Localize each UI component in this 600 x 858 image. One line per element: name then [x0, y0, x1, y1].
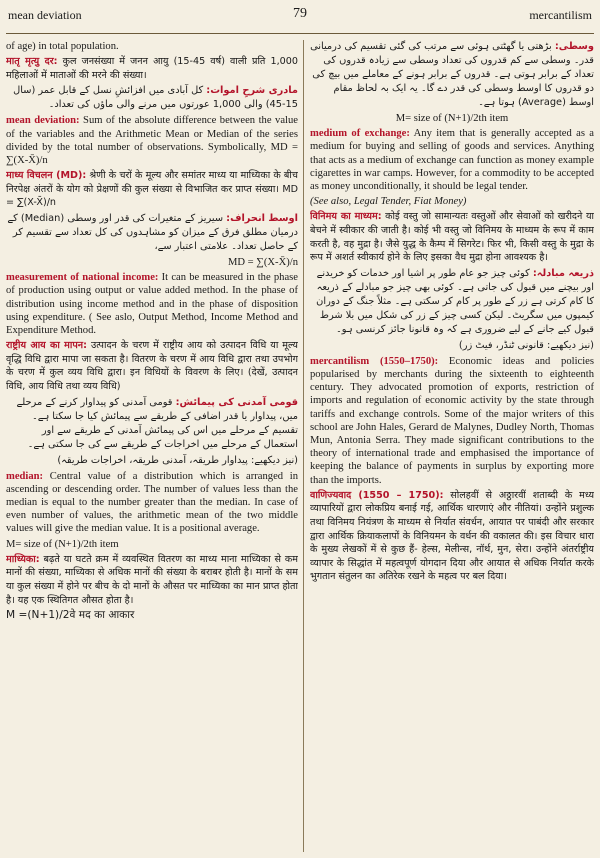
right-column — [310, 40, 594, 852]
entry-hindi-national-income — [6, 339, 298, 393]
entry-hindi-median — [6, 553, 298, 607]
running-head-right: mercantilism — [529, 8, 592, 22]
running-head-left: mean deviation — [8, 8, 82, 22]
entry-text: सोलहवीं से अठ्ठारवीं शताब्दी के मध्य व्यापारियों द्वारा लोकप्रिय बनाई गई, आर्थिक धारणाएं और नीतियां। उन्होंने प्रशुल्क तथा विनिमय नियंत्रण के माध्यम से निर्यात संवर्धन, आयात पर पाबंदी और सरकार द्वारा आर्थिक क्रियाकलापों के विनियमन के वर्धन की वकालत की। इस विचार धारा के मुख्य लेखकों में से कुछ हैं- हेल्स, मेलीन्स, नॉर्थ, मुन, सेरा। उन्होंने अंतर्राष्ट्रीय व्यापार के सिद्धांत में महत्वपूर्ण योगदान दिया और आयात से अधिक निर्यात करके भुगतान संतुलन का अतिरेक रखने के महत्व पर बल दिया। — [310, 489, 594, 583]
page-number: 79 — [293, 6, 307, 21]
entry-mercantilism — [310, 355, 594, 487]
entry-term: median: — [6, 470, 44, 482]
column-divider — [303, 40, 304, 852]
left-column — [6, 40, 298, 852]
entry-urdu-maternal-mortality — [6, 84, 298, 112]
entry-text: कुल जनसंख्या में जनन आयु (15-45 वर्ष) वाली प्रति 1,000 महिलाओं में माताओं की मरने की संख्या। — [6, 56, 298, 81]
entry-urdu-mean-deviation — [6, 212, 298, 254]
entry-term: राष्ट्रीय आय का मापन: — [6, 340, 87, 352]
entry-text: बढ़ते या घटते क्रम में व्यवस्थित वितरण का माध्य माना माध्यिका से कम मानों की संख्या, माध्यिका से अधिक मानों की संख्या के बराबर होती है। मानों के सम या कुल संख्या में होने पर बीच के दो मानों के औसत पर माध्यिका का मान प्राप्त होता है। यह एक स्थितिगत औसत होता है। — [6, 553, 298, 606]
entry-measurement-national-income — [6, 271, 298, 337]
entry-text: Economic ideas and policies popularised by merchants during the sixteenth to eighteenth century. They advocated promotion of exports, restriction of imports and regulation of economic activity by the state through tariffs and exchange controls. Some of the major writers of this school are John Hales, Gerard de Malynes, Dudley North, Thomas Mun, Antonia Serra. They made significant contributions to the theory of international trade and emphasised the importance of keeping the balance of payments in surplus by exporting more than the imports. — [310, 355, 594, 486]
entry-text: कोई वस्तु जो सामान्यतः वस्तुओं और सेवाओं को खरीदने या बेचने में स्वीकार की जाती है। कोई भी वस्तु जो विनिमय के माध्यम के रूप में काम करती है, वह मुद्रा है। जैसे युद्ध के कैम्प में सिगरेट। फिर भी, किसी वस्तु के मुद्रा के रूप में अशर्त स्वीकार्य होने के लिए इसका वैध मुद्रा होना आवश्यक है। — [310, 211, 594, 264]
entry-term: medium of exchange: — [310, 128, 410, 140]
entry-term: measurement of national income: — [6, 272, 159, 284]
entry-urdu-median — [310, 40, 594, 110]
formula: M =(N+1)/2वे मद का आकार — [6, 609, 135, 622]
entry-text: श्रेणी के चरों के मूल्य और समांतर माध्य या माध्यिका के बीच निरपेक्ष अंतरों के योग को प्रेक्षणों की कुल संख्या से विभाजित कर प्राप्त संख्या। — [6, 170, 298, 195]
entry-term: ذریعہ مبادلہ: — [532, 267, 594, 279]
see-also: (نیز دیکھیے: قانونی ٹنڈر، فیٹ زر) — [458, 339, 594, 351]
entry-term: mean deviation: — [6, 115, 80, 127]
entry-term: माध्य विचलन (MD): — [6, 170, 87, 182]
entry-text: Sum of the absolute difference between the value of the variables and the Arithmetic Mean or Median of the series divided by the total number of observations. Symbolically, — [6, 115, 298, 153]
entry-median — [6, 470, 298, 536]
entry-medium-of-exchange — [310, 127, 594, 193]
entry-term: विनिमय का माध्यम: — [310, 211, 382, 223]
entry-text: بڑھتی یا گھٹتی ہوئی سے مرتب کی گئی تقسیم کی درمیانی قدر۔ وسطی سے کم قدروں کی تعداد وسطی سے زیادہ قدروں کی تعداد کے برابر ہوتی ہے۔ قدروں کے برابر ہونے کے معاملے میں بیچ کی دو قدروں کا اوسط وسطی کی قدر دے گا۔ یہ ایک بہ لحاظ مقام اوسط (Average) ہوتا ہے۔ — [310, 41, 594, 108]
see-also: (See also, Legal Tender, Fiat Money) — [310, 196, 467, 208]
entry-text: کل آبادی میں افزائشِ نسل کے قابل عمر (سال 15-45) والی 1,000 عورتوں میں مرنے والی ماؤں کی تعداد۔ — [13, 85, 298, 111]
entry-term: مادری شرحِ اموات: — [206, 85, 298, 97]
entry-continuation: of age) in total population. — [6, 41, 119, 52]
formula: MD = ∑(X-X̄)/n — [227, 256, 298, 268]
entry-term: माध्यिका: — [6, 553, 40, 565]
entry-urdu-national-income — [6, 396, 298, 452]
entry-term: मातृ मृत्यु दर: — [6, 56, 58, 68]
entry-text: کوئی چیز جو عام طور پر اشیا اور خدمات کو خریدنے اور بیچنے میں قبول کی جاتی ہے۔ کوئی بھی چیز جو مبادلے کے ذریعہ کا کام کرتی ہے زر کے طور پر کام کر سکتی ہے۔ مثلاً جنگ کے دوران کیمپوں میں سگریٹ۔ لیکن کسی چیز کے زر کی شکل میں بلا شرط قبول کیے جانے کے لیے ضروری ہے کہ وہ قانونا جائز کرنسی ہو۔ — [316, 267, 594, 335]
entry-text: It can be measured in the phase of production using output or value added method. In the phase of distribution using income method and in the phase of disposition using expenditure. ( See aslo, Output Method, Income Method and Expenditure Method. — [6, 272, 298, 336]
entry-term: اوسط انحراف: — [226, 212, 298, 224]
formula: M= size of (N+1)/2th item — [6, 538, 119, 550]
entry-hindi-medium-of-exchange — [310, 210, 594, 264]
page-header — [0, 0, 600, 34]
entry-urdu-medium-of-exchange — [310, 267, 594, 337]
entry-text: قومی آمدنی کو پیداوار کرنے کے مرحلے میں، پیداوار یا قدر اضافی کے طریقے سے پیمائش کیا جا سکتا ہے۔ تقسیم کے مرحلے میں اس کی پیمائش آمدنی کے طریقے سے اور استعمال کے مرحلے میں اخراجات کے طریقے سے کی جا سکتی ہے۔ — [16, 396, 298, 450]
entry-text: Any item that is generally accepted as a medium for buying and selling of goods and services. Anything that acts as a medium of exchange can function as money example cigarettes in war camps. However, for a commodity to be accepted as money unconditionally, it should be legal tender. — [310, 128, 594, 193]
entry-hindi-mean-deviation — [6, 169, 298, 210]
entry-term: mercantilism (1550–1750): — [310, 355, 439, 367]
formula: MD = ∑(X-X̄)/n — [6, 141, 298, 166]
entry-term: قومی آمدنی کی پیمائش: — [175, 396, 298, 408]
formula: MD = ∑(X-X̄)/n — [6, 183, 298, 209]
entry-hindi-maternal-mortality — [6, 55, 298, 82]
entry-term: وسطی: — [554, 41, 594, 52]
entry-text: Central value of a distribution which is arranged in ascending or descending order. The number of values less than the median is equal to the number greater than the median. In case of even number of values, the arithmetic mean of the two middle values will give the median value. It is a positional average. — [6, 470, 298, 535]
entry-text: उत्पादन के चरण में राष्ट्रीय आय को उत्पादन विधि या मूल्य वृद्धि विधि द्वारा मापा जा सकता है। वितरण के चरण में आय विधि द्वारा तथा उपभोग के चरण में कुल व्यय विधि द्वारा। इन विधियों के विवरण के लिए। (देखें, उत्पादन विधि, आय विधि तथा व्यय विधि) — [6, 340, 298, 392]
entry-hindi-mercantilism — [310, 489, 594, 584]
formula: M= size of (N+1)/2th item — [395, 113, 509, 124]
see-also: (نیز دیکھیے: پیداوار طریقہ، آمدنی طریقہ، اخراجات طریقہ) — [57, 454, 298, 466]
header-rule — [6, 33, 594, 34]
entry-text: سیریز کے متغیرات کی قدر اور وسطی (Median) کے درمیان مطلق فرق کے میزان کو مشاہدوں کی کل تعداد سے تقسیم کر کے حاصل تعداد۔ علامتی اعتبار سے، — [7, 212, 298, 252]
entry-mean-deviation — [6, 114, 298, 167]
entry-term: वाणिज्यवाद (1550 – 1750): — [310, 489, 444, 501]
